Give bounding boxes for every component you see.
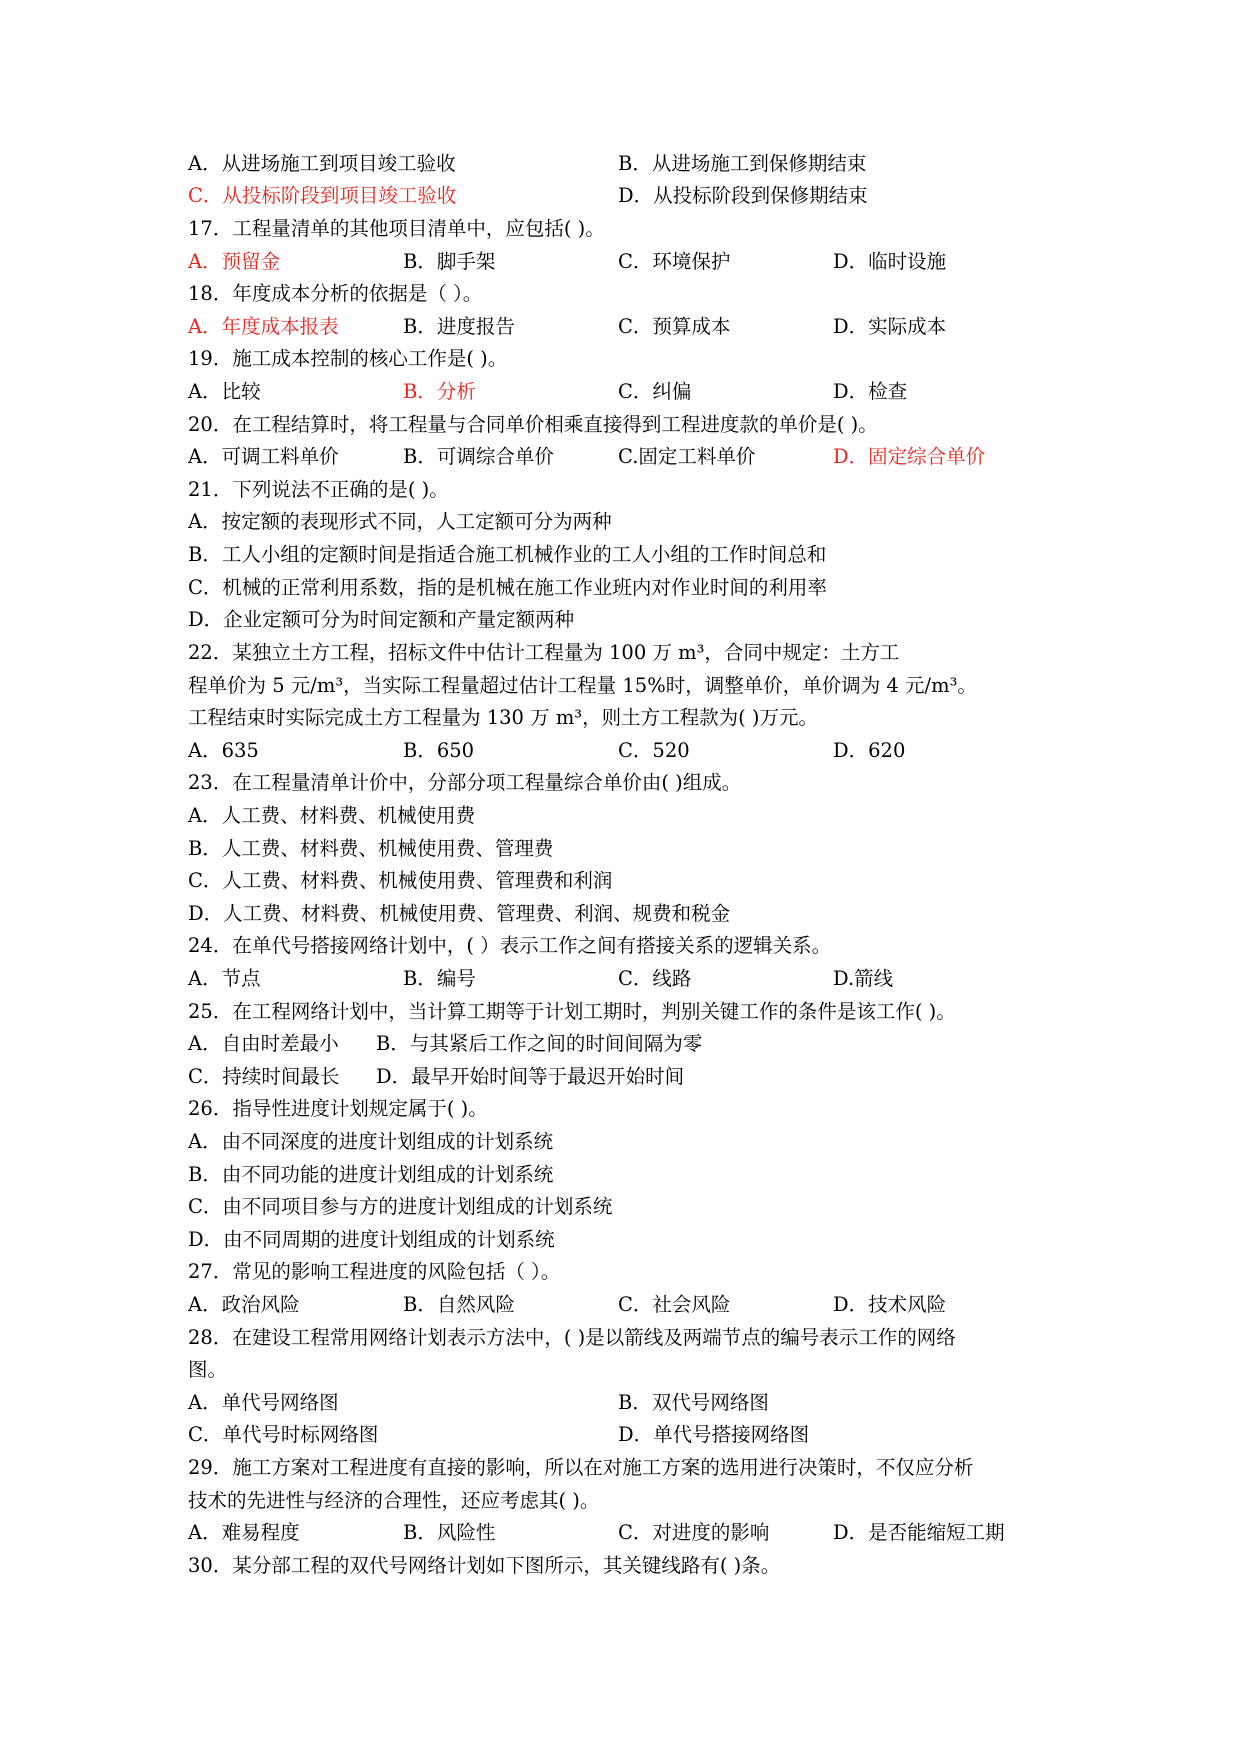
text-line: D．企业定额可分为时间定额和产量定额两种 (188, 608, 575, 631)
option: A．节点 (188, 967, 261, 990)
text-line: 程单价为 5 元/m³，当实际工程量超过估计工程量 15%时，调整单价，单价调为 4 元/m³。 (188, 674, 977, 697)
text-line: 图。 (188, 1358, 228, 1381)
option: A．从进场施工到项目竣工验收 (188, 152, 456, 175)
text-line: B．人工费、材料费、机械使用费、管理费 (188, 837, 554, 860)
option: A．政治风险 (188, 1293, 300, 1316)
option: C.固定工料单价 (618, 445, 756, 468)
text-line: D．由不同周期的进度计划组成的计划系统 (188, 1228, 555, 1251)
option: B．从进场施工到保修期结束 (618, 152, 867, 175)
option: B．进度报告 (403, 315, 515, 338)
option: B．脚手架 (403, 250, 496, 273)
answer-option: A．预留金 (188, 250, 281, 273)
text-line: 技术的先进性与经济的合理性，还应考虑其( )。 (188, 1489, 600, 1512)
option: C．持续时间最长 (188, 1065, 340, 1088)
option: C．线路 (618, 967, 692, 990)
text-line: 30．某分部工程的双代号网络计划如下图所示，其关键线路有( )条。 (188, 1554, 781, 1577)
option: B．可调综合单价 (403, 445, 554, 468)
option: A．自由时差最小 (188, 1032, 339, 1055)
option: C．520 (618, 739, 690, 762)
text-line: C．由不同项目参与方的进度计划组成的计划系统 (188, 1195, 613, 1218)
answer-option: B．分析 (403, 380, 476, 403)
option: C．环境保护 (618, 250, 731, 273)
answer-option: D．固定综合单价 (833, 445, 986, 468)
option: A．难易程度 (188, 1521, 300, 1544)
option: D．620 (833, 739, 906, 762)
text-line: 21．下列说法不正确的是( )。 (188, 478, 449, 501)
text-line: 18．年度成本分析的依据是（ ）。 (188, 282, 483, 305)
text-line: A．按定额的表现形式不同，人工定额可分为两种 (188, 510, 612, 533)
text-line: 27．常见的影响工程进度的风险包括（ ）。 (188, 1260, 561, 1283)
option: C．预算成本 (618, 315, 731, 338)
text-line: 工程结束时实际完成土方工程量为 130 万 m³，则土方工程款为( )万元。 (188, 706, 819, 729)
text-line: 28．在建设工程常用网络计划表示方法中，( )是以箭线及两端节点的编号表示工作的网络 (188, 1326, 956, 1349)
text-line: A．由不同深度的进度计划组成的计划系统 (188, 1130, 554, 1153)
text-line: C．人工费、材料费、机械使用费、管理费和利润 (188, 869, 613, 892)
text-line: 23．在工程量清单计价中，分部分项工程量综合单价由( )组成。 (188, 771, 742, 794)
option: B．650 (403, 739, 475, 762)
text-line: 17．工程量清单的其他项目清单中，应包括( )。 (188, 217, 605, 240)
option: D．是否能缩短工期 (833, 1521, 1005, 1544)
text-line: 26．指导性进度计划规定属于( )。 (188, 1097, 488, 1120)
option: C．社会风险 (618, 1293, 731, 1316)
option: D．临时设施 (833, 250, 947, 273)
text-line: B．工人小组的定额时间是指适合施工机械作业的工人小组的工作时间总和 (188, 543, 827, 566)
text-line: 22．某独立土方工程，招标文件中估计工程量为 100 万 m³，合同中规定：土方工 (188, 641, 900, 664)
text-line: B．由不同功能的进度计划组成的计划系统 (188, 1163, 554, 1186)
option: B．风险性 (403, 1521, 496, 1544)
option: D．单代号搭接网络图 (618, 1423, 810, 1446)
text-line: 19．施工成本控制的核心工作是( )。 (188, 347, 508, 370)
option: D.箭线 (833, 967, 894, 990)
option: B．编号 (403, 967, 476, 990)
option: B．双代号网络图 (618, 1391, 769, 1414)
option: A．比较 (188, 380, 261, 403)
option: A．单代号网络图 (188, 1391, 339, 1414)
answer-option: A．年度成本报表 (188, 315, 339, 338)
option: D．实际成本 (833, 315, 947, 338)
answer-option: C．从投标阶段到项目竣工验收 (188, 184, 457, 207)
text-line: 20．在工程结算时，将工程量与合同单价相乘直接得到工程进度款的单价是( )。 (188, 413, 878, 436)
option: C．单代号时标网络图 (188, 1423, 379, 1446)
option: D．最早开始时间等于最迟开始时间 (376, 1065, 685, 1088)
option: B．与其紧后工作之间的时间间隔为零 (376, 1032, 703, 1055)
option: C．纠偏 (618, 380, 692, 403)
option: A．635 (188, 739, 259, 762)
text-line: C．机械的正常利用系数，指的是机械在施工作业班内对作业时间的利用率 (188, 576, 827, 599)
text-line: D．人工费、材料费、机械使用费、管理费、利润、规费和税金 (188, 902, 731, 925)
option: A．可调工料单价 (188, 445, 339, 468)
option: D．从投标阶段到保修期结束 (618, 184, 868, 207)
option: D．检查 (833, 380, 908, 403)
option: B．自然风险 (403, 1293, 515, 1316)
text-line: A．人工费、材料费、机械使用费 (188, 804, 476, 827)
option: D．技术风险 (833, 1293, 947, 1316)
option: C．对进度的影响 (618, 1521, 770, 1544)
text-line: 29．施工方案对工程进度有直接的影响，所以在对施工方案的选用进行决策时，不仅应分析 (188, 1456, 974, 1479)
text-line: 25．在工程网络计划中，当计算工期等于计划工期时，判别关键工作的条件是该工作( )。 (188, 1000, 956, 1023)
text-line: 24．在单代号搭接网络计划中，( ）表示工作之间有搭接关系的逻辑关系。 (188, 934, 832, 957)
